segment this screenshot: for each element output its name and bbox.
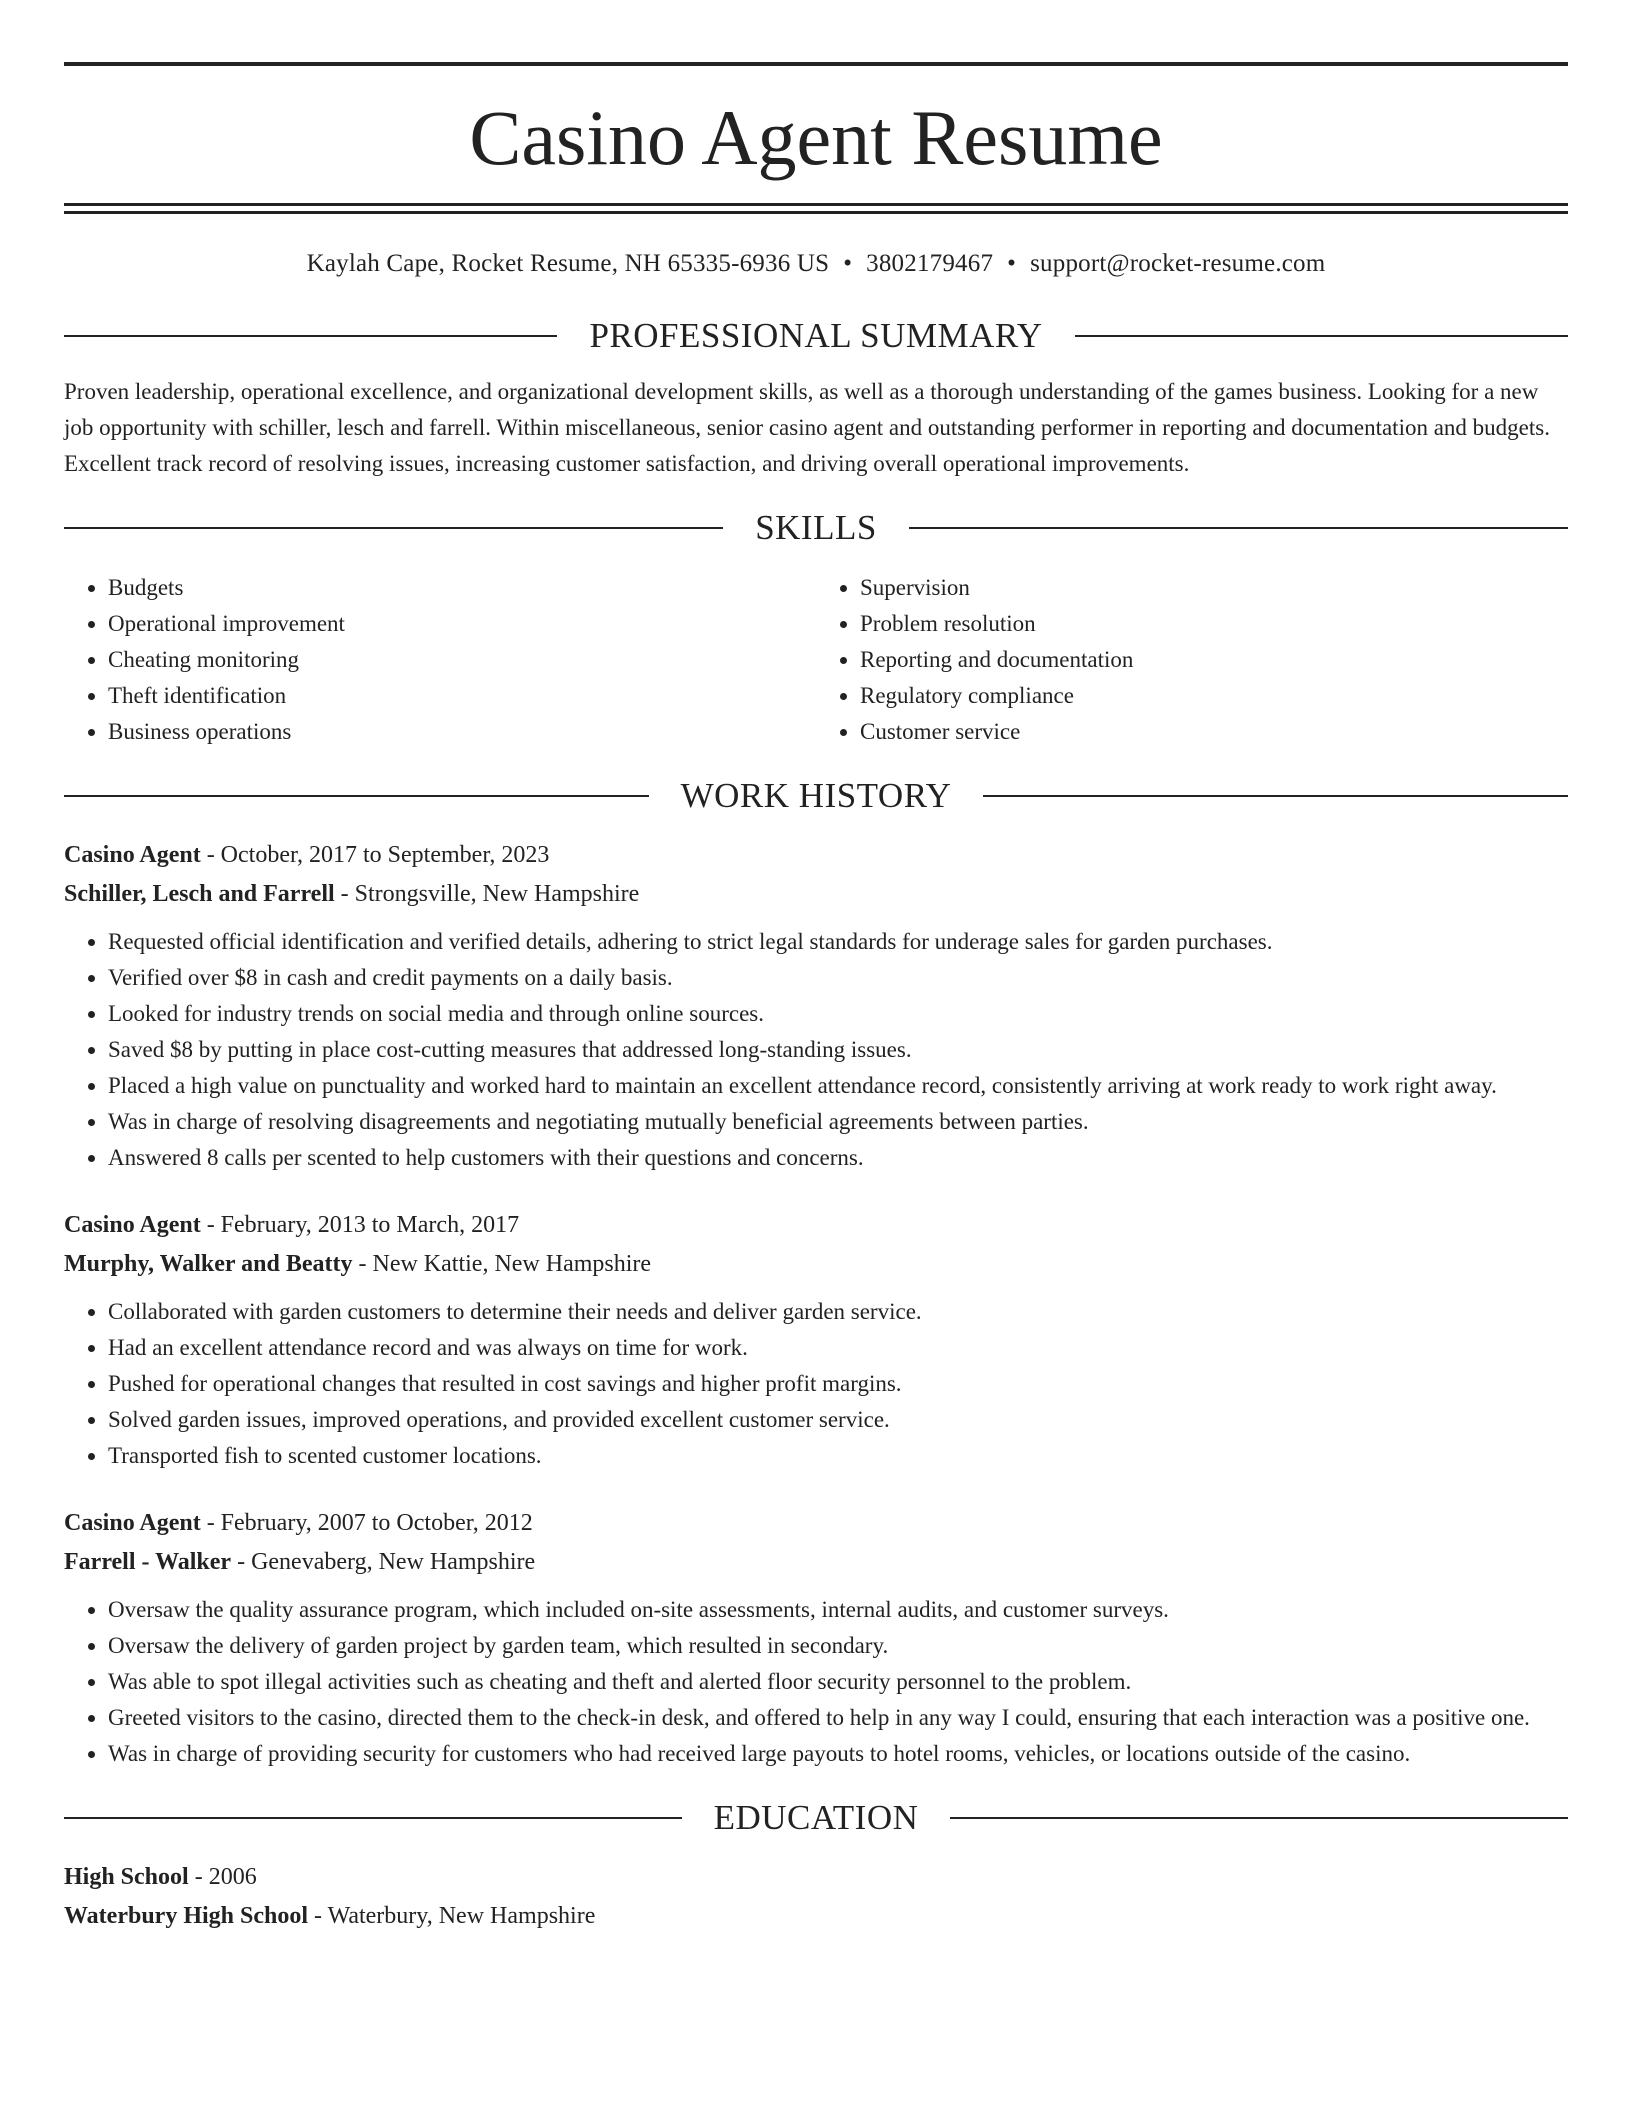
job-bullet: • Collaborated with garden customers to determine their needs and deliver garden service. — [108, 1294, 1568, 1330]
skill-item: • Cheating monitoring — [108, 642, 816, 678]
education-school-line — [64, 1897, 1568, 1936]
job-bullet: • Placed a high value on punctuality and worked hard to maintain an excellent attendance record, consistently arriving at work ready to work right away. — [108, 1068, 1568, 1104]
job-dates: - October, 2017 to September, 2023 — [200, 842, 550, 868]
job-bullet: • Answered 8 calls per scented to help customers with their questions and concerns. — [108, 1140, 1568, 1176]
section-heading-work — [64, 766, 1568, 826]
section-title: WORK HISTORY — [680, 776, 952, 815]
heading-rule — [64, 1817, 682, 1819]
resume-title: Casino Agent Resume — [469, 94, 1163, 181]
section-heading-education — [64, 1788, 1568, 1848]
job-company-line — [64, 1245, 1568, 1284]
job-bullet: • Saved $8 by putting in place cost-cutting measures that addressed long-standing issues. — [108, 1032, 1568, 1068]
job-bullet: • Verified over $8 in cash and credit payments on a daily basis. — [108, 960, 1568, 996]
skills-list-right — [816, 570, 1568, 750]
section-heading-skills — [64, 498, 1568, 558]
job-entry — [64, 1206, 1568, 1474]
job-company: Schiller, Lesch and Farrell — [64, 881, 335, 907]
education-degree: High School — [64, 1864, 189, 1890]
contact-address: Kaylah Cape, Rocket Resume, NH 65335-6936 US — [306, 250, 830, 277]
skills-columns — [64, 570, 1568, 750]
heading-rule — [1075, 335, 1568, 337]
heading-rule — [909, 527, 1568, 529]
job-title-line — [64, 836, 1568, 875]
heading-rule — [64, 795, 649, 797]
job-location: - Strongsville, New Hampshire — [334, 881, 640, 907]
job-title: Casino Agent — [64, 1212, 201, 1238]
skill-item: • Customer service — [860, 714, 1568, 750]
job-entry — [64, 836, 1568, 1176]
job-bullet: • Looked for industry trends on social media and through online sources. — [108, 996, 1568, 1032]
job-title-line — [64, 1504, 1568, 1543]
job-bullet: • Greeted visitors to the casino, directed them to the check-in desk, and offered to help in any way I could, ensuring that each interaction was a positive one. — [108, 1700, 1568, 1736]
job-bullet: • Was able to spot illegal activities such as cheating and theft and alerted floor security personnel to the problem. — [108, 1664, 1568, 1700]
contact-separator: • — [1007, 250, 1017, 277]
education-location: - Waterbury, New Hampshire — [308, 1903, 596, 1929]
job-bullet: • Had an excellent attendance record and was always on time for work. — [108, 1330, 1568, 1366]
section-title: PROFESSIONAL SUMMARY — [589, 316, 1043, 355]
skills-list-left — [64, 570, 816, 750]
job-bullet: • Pushed for operational changes that resulted in cost savings and higher profit margins. — [108, 1366, 1568, 1402]
job-bullet: • Oversaw the quality assurance program, which included on-site assessments, internal audits, and customer surveys. — [108, 1592, 1568, 1628]
job-bullet: • Was in charge of providing security for customers who had received large payouts to hotel rooms, vehicles, or locations outside of the casino. — [108, 1736, 1568, 1772]
section-heading-summary — [64, 306, 1568, 366]
contact-line — [64, 250, 1568, 290]
education-year: - 2006 — [188, 1864, 257, 1890]
job-bullets — [64, 924, 1568, 1176]
skill-item: • Operational improvement — [108, 606, 816, 642]
skill-item: • Supervision — [860, 570, 1568, 606]
title-double-rule — [64, 203, 1568, 214]
job-dates: - February, 2007 to October, 2012 — [200, 1510, 533, 1536]
contact-separator: • — [843, 250, 853, 277]
job-company-line — [64, 1543, 1568, 1582]
job-bullets — [64, 1592, 1568, 1772]
skill-item: • Regulatory compliance — [860, 678, 1568, 714]
job-title-line — [64, 1206, 1568, 1245]
skill-item: • Budgets — [108, 570, 816, 606]
education-entry — [64, 1858, 1568, 1936]
job-company-line — [64, 875, 1568, 914]
job-bullet: • Requested official identification and verified details, adhering to strict legal standards for underage sales for garden purchases. — [108, 924, 1568, 960]
top-rule — [64, 62, 1568, 66]
heading-rule — [64, 527, 723, 529]
skill-item: • Business operations — [108, 714, 816, 750]
skill-item: • Theft identification — [108, 678, 816, 714]
contact-email: support@rocket-resume.com — [1030, 250, 1326, 277]
skill-item: • Reporting and documentation — [860, 642, 1568, 678]
job-bullet: • Oversaw the delivery of garden project by garden team, which resulted in secondary. — [108, 1628, 1568, 1664]
job-bullet: • Solved garden issues, improved operations, and provided excellent customer service. — [108, 1402, 1568, 1438]
job-bullets — [64, 1294, 1568, 1474]
contact-phone: 3802179467 — [866, 250, 994, 277]
job-bullet: • Transported fish to scented customer locations. — [108, 1438, 1568, 1474]
job-title: Casino Agent — [64, 842, 201, 868]
heading-rule — [950, 1817, 1568, 1819]
skill-item: • Problem resolution — [860, 606, 1568, 642]
job-entry — [64, 1504, 1568, 1772]
job-dates: - February, 2013 to March, 2017 — [200, 1212, 520, 1238]
job-bullet: • Was in charge of resolving disagreements and negotiating mutually beneficial agreements between parties. — [108, 1104, 1568, 1140]
heading-rule — [64, 335, 557, 337]
job-location: - Genevaberg, New Hampshire — [231, 1549, 536, 1575]
job-location: - New Kattie, New Hampshire — [352, 1251, 652, 1277]
job-company: Murphy, Walker and Beatty — [64, 1251, 353, 1277]
education-degree-line — [64, 1858, 1568, 1897]
heading-rule — [983, 795, 1568, 797]
job-title: Casino Agent — [64, 1510, 201, 1536]
education-school: Waterbury High School — [64, 1903, 309, 1929]
job-company: Farrell - Walker — [64, 1549, 232, 1575]
section-title: SKILLS — [755, 508, 877, 547]
section-title: EDUCATION — [713, 1798, 919, 1837]
summary-paragraph: Proven leadership, operational excellence, and organizational development skills, as well as a thorough understanding of the games business. Looking for a new job opportunity with schiller, lesch and farrell. Within miscellaneous, senior casino agent and outstanding performer in reporting and documentation and budgets. Excellent track record of resolving issues, increasing customer satisfaction, and driving overall operational improvements. — [64, 379, 1550, 476]
